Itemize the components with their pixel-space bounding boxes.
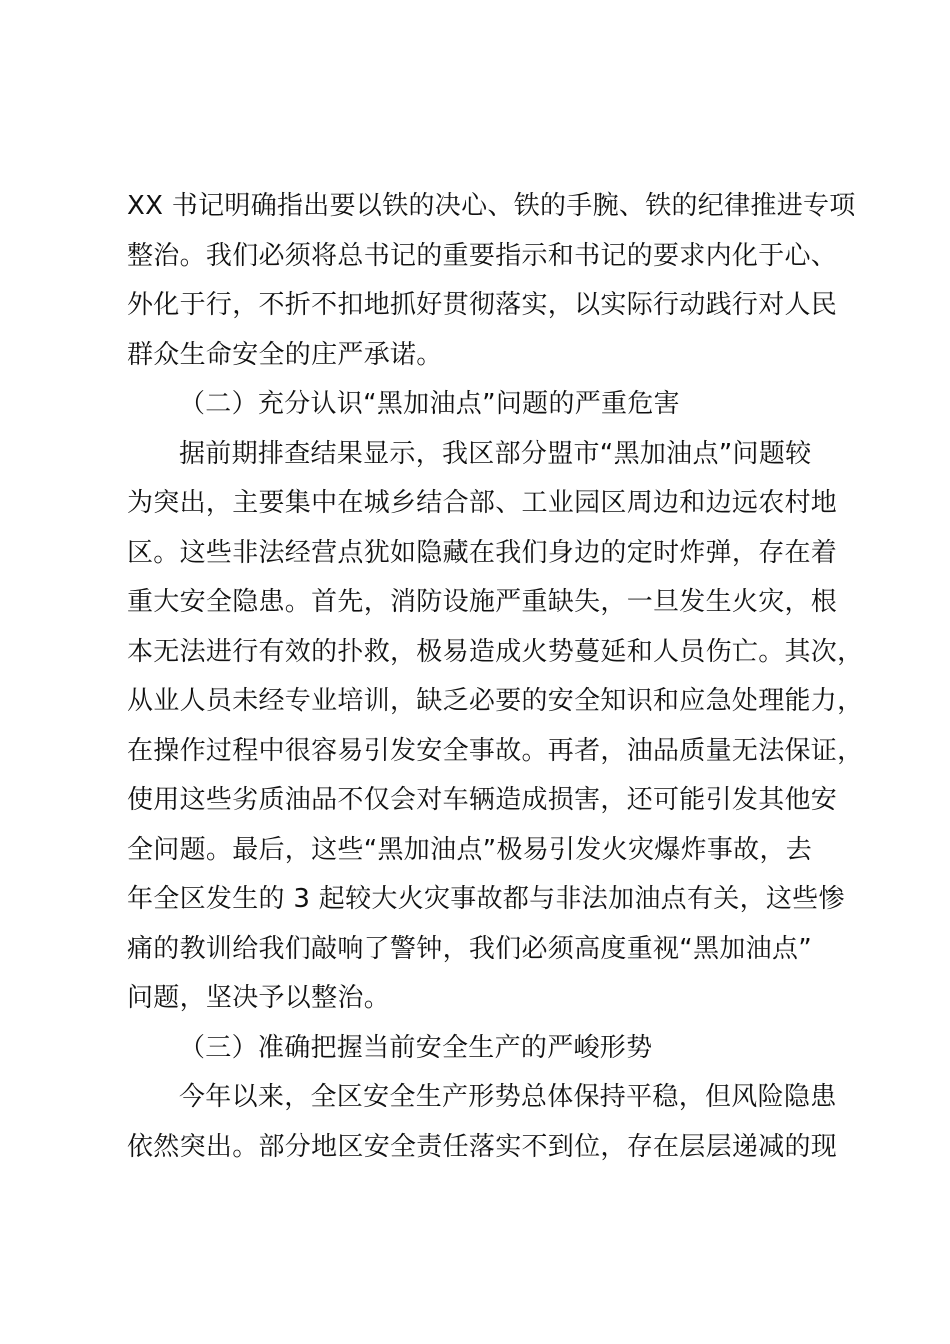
paragraph-line: 问题，坚决予以整治。 — [127, 983, 391, 1013]
paragraph-line: 整治。我们必须将总书记的重要指示和书记的要求内化于心、 — [127, 240, 838, 271]
paragraph-line: 年全区发生的 3 起较大火灾事故都与非法加油点有关，这些惨 — [127, 884, 845, 914]
paragraph-line: 全问题。最后，这些“黑加油点”极易引发火灾爆炸事故，去 — [127, 834, 813, 865]
paragraph-line: 重大安全隐患。首先，消防设施严重缺失，一旦发生火灾，根 — [127, 587, 838, 617]
paragraph-line: 依然突出。部分地区安全责任落实不到位，存在层层递减的现 — [127, 1131, 838, 1162]
section-heading: （三）准确把握当前安全生产的严峻形势 — [179, 1032, 653, 1063]
paragraph-line: 从业人员未经专业培训，缺乏必要的安全知识和应急处理能力， — [127, 686, 864, 716]
paragraph-line: 在操作过程中很容易引发安全事故。再者，油品质量无法保证， — [127, 735, 864, 766]
paragraph-line: 据前期排查结果显示，我区部分盟市“黑加油点”问题较 — [179, 438, 812, 469]
paragraph-line: 今年以来，全区安全生产形势总体保持平稳，但风险隐患 — [179, 1082, 837, 1112]
paragraph-line: XX 书记明确指出要以铁的决心、铁的手腕、铁的纪律推进专项 — [127, 191, 856, 221]
paragraph-line: 为突出，主要集中在城乡结合部、工业园区周边和边远农村地 — [127, 488, 838, 518]
paragraph-line: 区。这些非法经营点犹如隐藏在我们身边的定时炸弹，存在着 — [127, 537, 838, 568]
paragraph-line: 群众生命安全的庄严承诺。 — [127, 339, 443, 370]
section-heading: （二）充分认识“黑加油点”问题的严重危害 — [179, 389, 680, 419]
paragraph-line: 痛的教训给我们敲响了警钟，我们必须高度重视“黑加油点” — [127, 933, 813, 964]
document-body — [127, 182, 867, 1172]
paragraph-line: 本无法进行有效的扑救，极易造成火势蔓延和人员伤亡。其次， — [127, 636, 864, 667]
paragraph-line: 外化于行，不折不扣地抓好贯彻落实，以实际行动践行对人民 — [127, 290, 838, 320]
paragraph-line: 使用这些劣质油品不仅会对车辆造成损害，还可能引发其他安 — [127, 785, 838, 815]
